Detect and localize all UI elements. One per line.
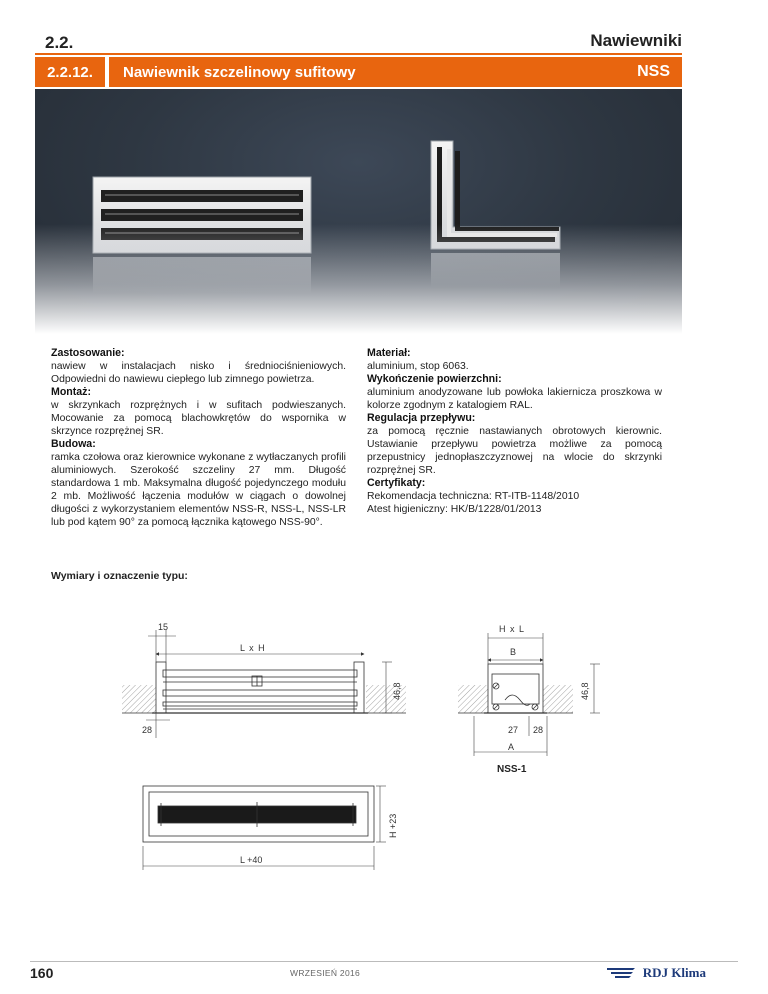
heading-zastosowanie: Zastosowanie: — [51, 347, 125, 359]
dim-h-plus-23: H +23 — [388, 813, 398, 838]
dim-hxl: H x L — [499, 624, 526, 634]
text-material: aluminium, stop 6063. — [367, 361, 469, 372]
side-section-drawing — [458, 664, 573, 713]
dim-lxh: L x H — [240, 643, 266, 653]
text-montaz: w skrzynkach rozprężnych i w sufitach podwieszanych. Mocowanie za pomocą blachowkrętów do wspornika w skrzynce rozprężnej SR. — [51, 400, 346, 437]
text-certyfikaty: Rekomendacja techniczna: RT-ITB-1148/2010 Atest higieniczny: HK/B/1228/01/2013 — [367, 491, 580, 515]
dim-b: B — [510, 647, 517, 657]
subsection-title: Nawiewnik szczelinowy sufitowy — [123, 63, 356, 81]
dim-l-plus-40: L +40 — [240, 855, 263, 865]
heading-certyfikaty: Certyfikaty: — [367, 477, 426, 489]
dimensions-heading: Wymiary i oznaczenie typu: — [51, 570, 188, 582]
plan-view-drawing — [143, 786, 374, 842]
dim-28-front: 28 — [142, 725, 153, 735]
heading-material: Materiał: — [367, 347, 411, 359]
text-wykonczenie: aluminium anodyzowane lub powłoka lakiernicza proszkowa w kolorze zgodnym z katalogiem RAL. — [367, 387, 662, 411]
type-label: NSS-1 — [497, 764, 527, 775]
heading-montaz: Montaż: — [51, 386, 92, 398]
heading-budowa: Budowa: — [51, 438, 96, 450]
dim-27: 27 — [508, 725, 519, 735]
text-regulacja: za pomocą ręcznie nastawianych obrotowych kierownic. Ustawianie przepływu powietrza możliwe za pomocą przepustnicy jednopłaszczyznowej na wlocie do skrzynki rozprężnej SR. — [367, 426, 662, 476]
dim-a: A — [508, 742, 515, 752]
logo-stripes-icon — [607, 967, 637, 979]
logo-text: RDJ Klima — [642, 965, 706, 980]
product-code: NSS — [637, 63, 670, 80]
dim-46-8-side: 46,8 — [580, 682, 590, 700]
dim-46-8-front: 46,8 — [392, 682, 402, 700]
section-number: 2.2. — [45, 33, 74, 52]
plan-dimensions — [143, 786, 386, 870]
subsection-number: 2.2.12. — [35, 57, 105, 87]
dim-15: 15 — [158, 622, 169, 632]
section-title: Nawiewniki — [590, 31, 682, 50]
heading-wykonczenie: Wykończenie powierzchni: — [367, 373, 502, 385]
heading-regulacja: Regulacja przepływu: — [367, 412, 476, 424]
front-section-drawing — [122, 662, 406, 713]
publication-date: WRZESIEŃ 2016 — [290, 968, 361, 978]
text-budowa: ramka czołowa oraz kierownice wykonane z wytłaczanych profili aluminiowych. Szerokość szczeliny 27 mm. Długość standardowa 1 mb. Maksymalna długość pojedynczego modułu 2 mb. Możliwość łączenia modułów w ciągach o dowolnej długości z wykorzystaniem elementów NSS-R, NSS-L, NSS-LR lub pod kątem 90° za pomocą łącznika kątowego NSS-90°. — [51, 452, 346, 528]
page-number: 160 — [30, 965, 54, 981]
company-logo — [607, 965, 706, 981]
dim-28-side: 28 — [533, 725, 544, 735]
text-zastosowanie: nawiew w instalacjach nisko i średniociśnieniowych. Odpowiedni do nawiewu ciepłego lub zimnego powietrza. — [51, 361, 346, 385]
front-dimensions — [146, 630, 392, 738]
footer-rule — [30, 961, 738, 962]
